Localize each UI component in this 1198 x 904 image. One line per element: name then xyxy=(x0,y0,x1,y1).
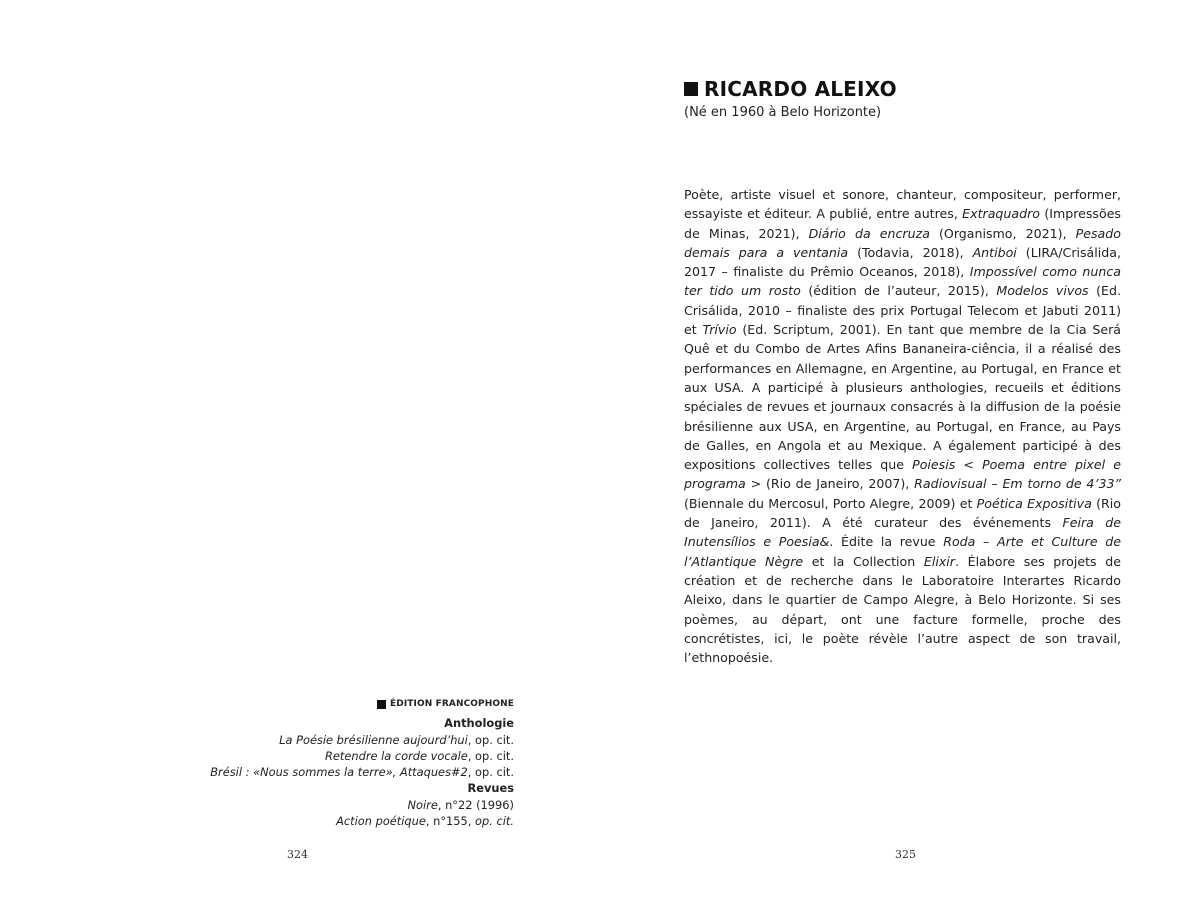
bio-work-title: Trívio xyxy=(702,322,737,338)
bio-text: (Rio de Janeiro, 2011). A été curateur des événements xyxy=(684,495,1122,531)
anthology-entry xyxy=(174,732,514,748)
bio-work-title: Poética Expositiva xyxy=(976,495,1092,511)
revue-ref: , n°155, xyxy=(425,814,476,829)
section-anthologie: Anthologie xyxy=(444,716,514,731)
bio-text: (LIRA/Crisálida, 2017 – finaliste du Prêmio Oceanos, 2018), xyxy=(684,244,1121,280)
bio-text: (Ed. Crisálida, 2010 – finaliste des prix Portugal Telecom et Jabuti 2011) et xyxy=(684,283,1121,338)
revue-title: Noire xyxy=(407,797,438,812)
bio-text: (Ed. Scriptum, 2001). En tant que membre de la Cia Será Quê et du Combo de Artes Afins Bananeira-ciência, il a réalisé des performances en Allemagne, en Argentine, au Portugal, en France et aux USA. A participé à plusieurs anthologies, recueils et éditions spéciales de revues et journaux consacrés à la diffusion de la poésie brésilienne aux USA, en Argentine, au Portugal, en France, au Pays de Galles, en Angola et au Mexique. A également participé à des expositions collectives telles que xyxy=(684,322,1121,473)
bio-text: Poète, artiste visuel et sonore, chanteur, compositeur, performer, essayiste et éditeur. A publié, entre autres, xyxy=(684,187,1121,222)
bio-work-title: Poiesis < Poema entre pixel e programa > xyxy=(684,457,1122,492)
entry-ref: , op. cit. xyxy=(467,765,514,780)
bio-work-title: Impossível como nunca ter tido um rosto xyxy=(684,264,1121,299)
black-square-icon xyxy=(377,700,386,709)
birth-info: (Né en 1960 à Belo Horizonte) xyxy=(684,105,882,120)
francophone-edition-block xyxy=(174,696,514,829)
biography-paragraph xyxy=(684,185,1121,667)
anthology-entry xyxy=(174,764,514,780)
bio-work-title: Elixir xyxy=(923,553,955,569)
bio-work-title: Feira de Inutensílios e Poesia& xyxy=(684,515,1121,550)
bio-text: (Organismo, 2021), xyxy=(929,225,1076,241)
anthology-entry xyxy=(174,748,514,764)
entry-ref: , op. cit. xyxy=(467,732,514,747)
black-square-icon xyxy=(684,82,698,96)
entry-title: Retendre la corde vocale xyxy=(324,748,468,763)
revue-opcit: op. cit. xyxy=(475,814,514,829)
bio-work-title: Pesado demais para a ventania xyxy=(684,225,1121,260)
bio-text: (Todavia, 2018), xyxy=(848,244,973,260)
bio-text: (édition de l’auteur, 2015), xyxy=(800,283,997,299)
revue-title: Action poétique xyxy=(336,814,426,829)
bio-work-title: Roda – Arte et Culture de l’Atlantique Nègre xyxy=(684,534,1121,569)
entry-title: Brésil : «Nous sommes la terre», Attaques#2 xyxy=(210,765,468,780)
bio-work-title: Diário da encruza xyxy=(808,225,930,241)
bio-text: et la Collection xyxy=(803,553,924,569)
bio-text: . Élabore ses projets de création et de recherche dans le Laboratoire Interartes Ricardo Aleixo, dans le quartier de Campo Alegre, à Belo Horizonte. Si ses poèmes, au départ, ont une facture formelle, proche des concrétistes, ici, le poète révèle l’autre aspect de son travail, l’ethnopoésie. xyxy=(684,553,1121,666)
edition-heading xyxy=(174,696,514,712)
section-revues: Revues xyxy=(467,781,514,796)
entry-title: La Poésie brésilienne aujourd’hui xyxy=(279,732,468,747)
bio-text: (Impressões de Minas, 2021), xyxy=(684,206,1121,241)
page-number: 325 xyxy=(895,848,916,861)
bio-work-title: Antiboi xyxy=(972,244,1017,260)
bio-work-title: Modelos vivos xyxy=(996,283,1089,299)
right-page xyxy=(599,0,1198,904)
revue-ref: , n°22 (1996) xyxy=(437,797,514,812)
edition-heading-text: ÉDITION FRANCOPHONE xyxy=(390,699,514,709)
author-name: RICARDO ALEIXO xyxy=(704,77,897,101)
revue-entry xyxy=(174,813,514,829)
entry-ref: , op. cit. xyxy=(467,748,514,763)
page-number: 324 xyxy=(287,848,308,861)
bio-work-title: Extraquadro xyxy=(962,206,1040,222)
author-heading xyxy=(684,77,897,101)
bio-text: (Biennale du Mercosul, Porto Alegre, 2009) et xyxy=(684,495,977,511)
bio-work-title: Radiovisual – Em torno de 4’33” xyxy=(914,476,1121,492)
revue-entry xyxy=(174,797,514,813)
bio-text: (Rio de Janeiro, 2007), xyxy=(761,476,915,492)
bio-text: . Édite la revue xyxy=(829,534,944,550)
